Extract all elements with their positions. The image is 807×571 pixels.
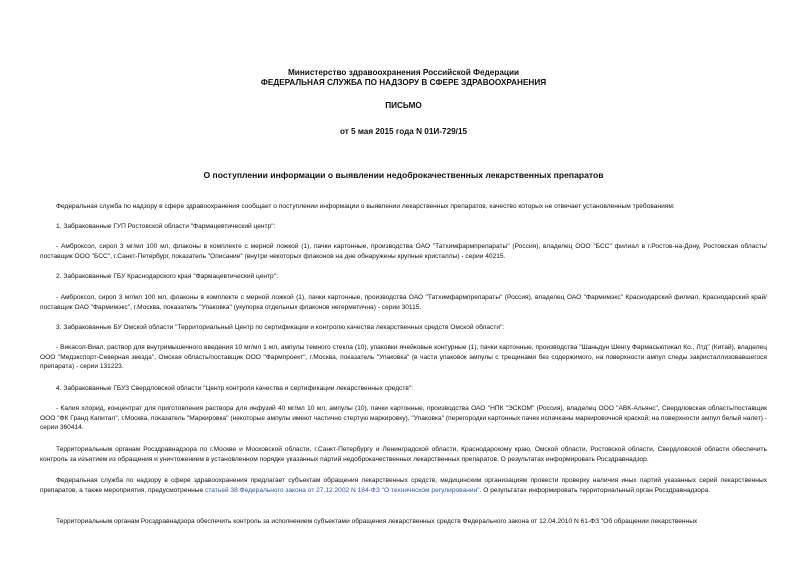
document-type: ПИСЬМО — [385, 101, 422, 110]
section-3-item: - Викасол-Виал, раствор для внутримышечного введения 10 мг/мл 1 мл, ампулы темного стекла (10), упаковки ячейковые контурные (1), пачки картонные, производства "Шаньдун Шенгу Фармасьютикал Ко., Лтд" (Китай), владелец ООО "Медэкспорт-Северная звезда", Омская область/поставщик ООО "Фармпроект", г.Москва, показатель "Упаковка" (в части упаковок ампулы с трещинами без содержимого, на поверхности ампул следы закристаллизовавшегося препарата) - серии 131223. — [40, 344, 767, 371]
territorial-control-paragraph: Территориальным органам Росздравнадзора по г.Москве и Московской области, г.Санкт-Петербургу и Ленинградской области, Краснодарскому краю, Омской области, Ростовской области, Свердловской области обеспечить контроль за изъятием из обращения и уничтожением в установленном порядке указанных партий недоброкачественных лекарственных препаратов. О результатах информировать Росздравнадзор. — [40, 446, 767, 463]
section-1-item: - Амброксол, сироп 3 мг/мл 100 мл, флаконы в комплекте с мерной ложкой (1), пачки картонные, производства ОАО "Татхимфармпрепараты" (Россия), владелец ООО "БСС" филиал в г.Ростов-на-Дону, Ростовская область/поставщик ООО "БСС", г.Санкт-Петербург, показатель "Описание" (внутри некоторых флаконов на дне обнаружены крупные кристаллы) - серии 40215. — [40, 243, 767, 260]
document-date-number: от 5 мая 2015 года N 01И-729/15 — [339, 127, 468, 136]
intro-paragraph: Федеральная служба по надзору в сфере здравоохранения сообщает о поступлении информации о выявлении лекарственных препаратов, качество которых не отвечает установленным требованиям: — [56, 203, 675, 210]
ministry-name: Министерство здравоохранения Российской Федерации — [287, 68, 520, 77]
section-2-item: - Амброксол, сироп 3 мг/мл 100 мл, флаконы в комплекте с мерной ложкой (1), пачки картонные, производства ОАО "Татхимфармпрепараты" (Россия), владелец ОАО "Фармимэкс" Краснодарский филиал, Краснодарский край/поставщик ОАО "Фармимэкс", г.Москва, показатель "Упаковка" (укупорка отдельных флаконов негерметична) - серии 30115. — [40, 294, 767, 311]
section-4-heading: 4. Забракованные ГБУЗ Свердловской области "Центр контроля качества и сертификации лекарственных средств": — [56, 385, 414, 392]
section-4-item: - Калия хлорид, концентрат для приготовления раствора для инфузий 40 мг/мл 10 мл, ампулы (10), пачки картонные, производства ОАО "НПК "ЭСКОМ" (Россия), владелец ООО "АВК-Альянс", Свердловская область/поставщик ООО "ФК Гранд Капитал", г.Москва, показатель "Маркировка" (некоторые ампулы имеют частично стертую маркировку), "Упаковка" (перегородки картонных пачек испачканы маркировочной краской; на поверхности ампул белый налет) - серии 360414. — [40, 405, 767, 432]
enforcement-paragraph: Территориальным органам Росздравнадзора обеспечить контроль за исполнением субъектами обращения лекарственных средств Федерального закона от 12.04.2010 N 61-ФЗ "Об обращении лекарственных — [56, 518, 698, 525]
document-title: О поступлении информации о выявлении недоброкачественных лекарственных препаратов — [203, 170, 604, 180]
federal-law-link[interactable]: статьей 38 Федерального закона от 27.12.2002 N 184-ФЗ "О техническом регулировании" — [205, 486, 480, 494]
inspection-paragraph — [40, 476, 767, 495]
section-3-heading: 3. Забракованные БУ Омской области "Территориальный Центр по сертификации и контролю качества лекарственных средств Омской области": — [56, 324, 505, 331]
inspection-text-start: Федеральная служба по надзору в сфере здравоохранения предлагает субъектам обращения лекарственных средств, медицинским организациям провести проверку наличия иных партий указанных серий лекарственных препаратов, а также мероприятия, предусмотренные — [40, 477, 767, 494]
section-1-heading: 1. Забракованные ГУП Ростовской области "Фармацевтический центр": — [56, 223, 276, 230]
inspection-text-end: . О результатах информировать территориальный орган Росздравнадзора. — [479, 486, 711, 494]
section-2-heading: 2. Забракованные ГБУ Краснодарского края "Фармацевтический центр": — [56, 273, 278, 280]
service-name: ФЕДЕРАЛЬНАЯ СЛУЖБА ПО НАДЗОРУ В СФЕРЕ ЗДРАВООХРАНЕНИЯ — [260, 78, 547, 87]
